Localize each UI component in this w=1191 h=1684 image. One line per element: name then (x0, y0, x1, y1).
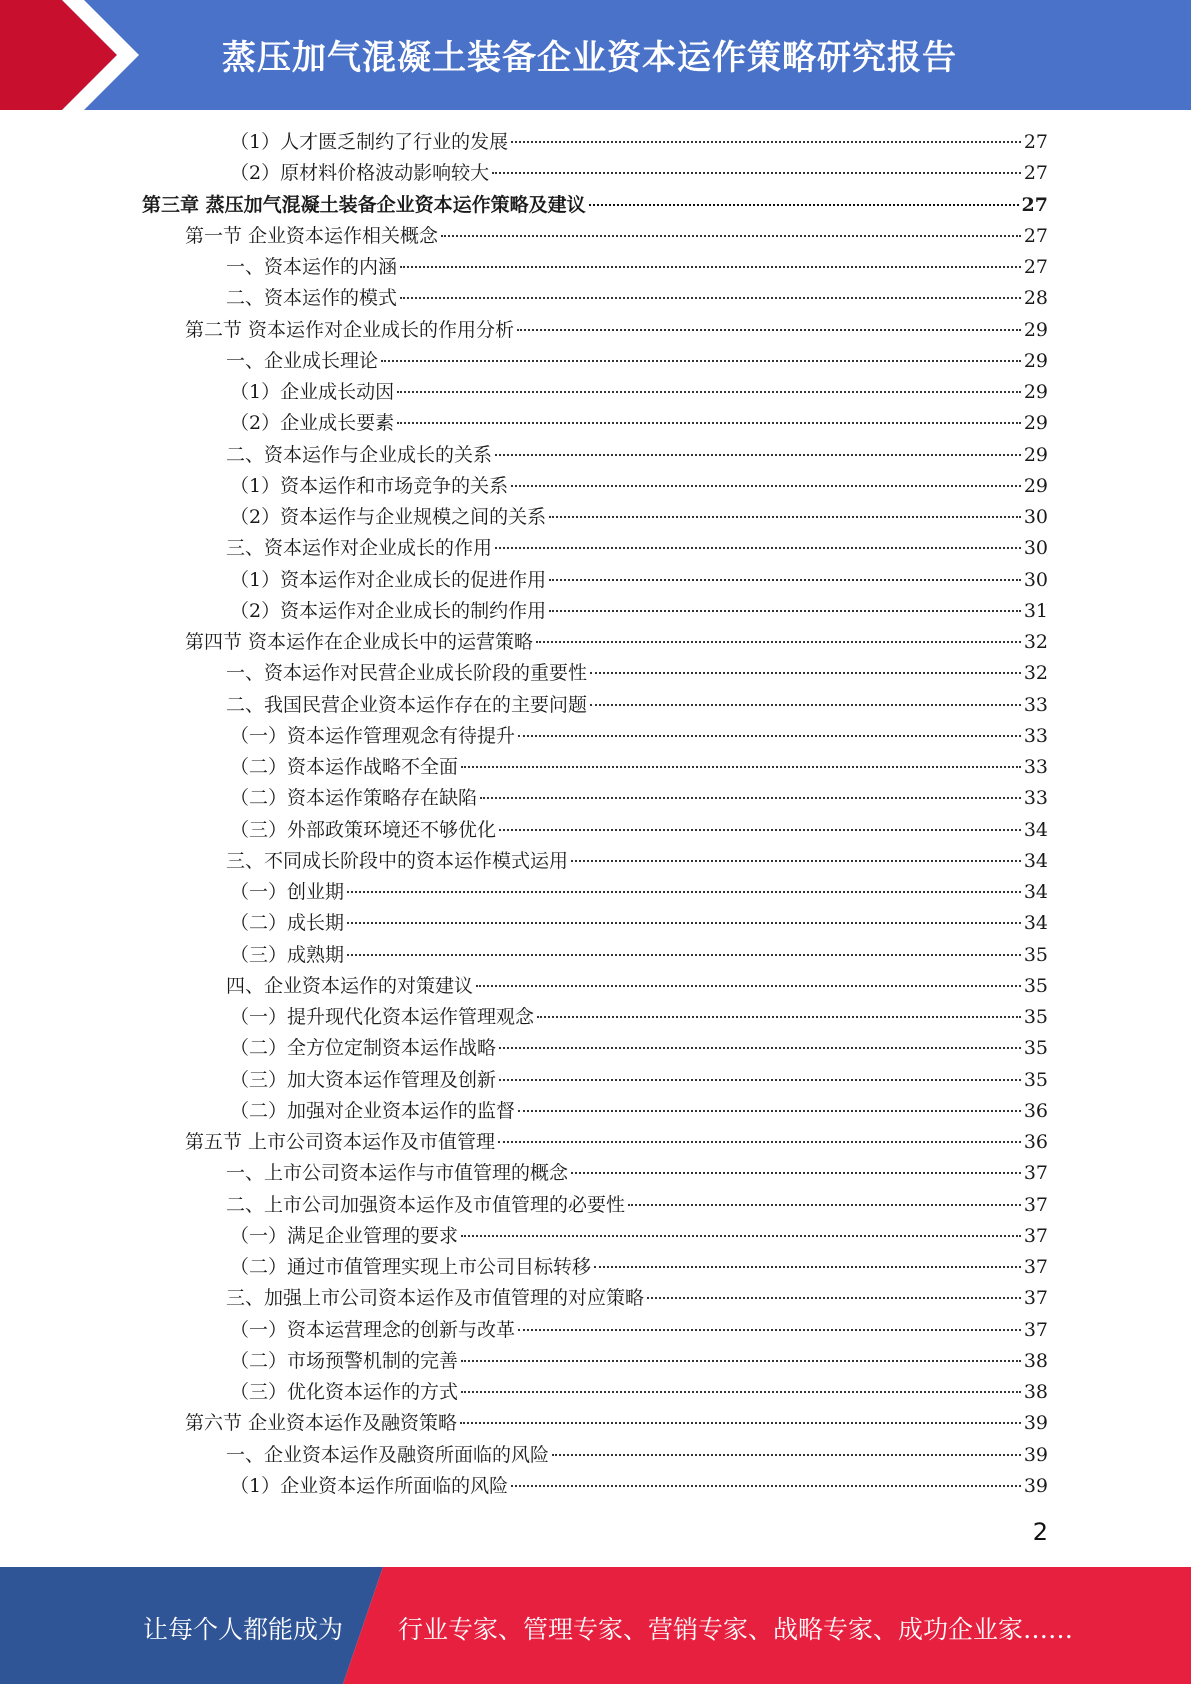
toc-dot-leader (441, 234, 1021, 237)
toc-entry-page: 29 (1023, 474, 1048, 497)
toc-dot-leader (549, 609, 1021, 612)
toc-entry-title: （2）资本运作对企业成长的制约作用 (230, 599, 547, 622)
toc-entry-title: （1）企业资本运作所面临的风险 (230, 1474, 509, 1497)
toc-entry-title: （2）资本运作与企业规模之间的关系 (230, 506, 547, 528)
toc-entry-title: （二）加强对企业资本运作的监督 (230, 1099, 516, 1122)
toc-dot-leader (628, 1203, 1021, 1206)
toc-entry-page: 32 (1023, 662, 1048, 685)
toc-entry[interactable] (230, 1346, 1048, 1377)
toc-entry-page: 28 (1023, 287, 1048, 310)
toc-dot-leader (492, 171, 1021, 174)
toc-entry-title: 第二节 资本运作对企业成长的作用分析 (185, 318, 515, 341)
toc-entry-title: 第六节 企业资本运作及融资策略 (185, 1412, 458, 1435)
toc-entry[interactable] (230, 565, 1048, 596)
toc-entry[interactable] (230, 1065, 1048, 1096)
toc-entry[interactable] (226, 1190, 1048, 1221)
page-number: 2 (1032, 1518, 1048, 1546)
toc-entry-page: 37 (1023, 1287, 1048, 1310)
toc-entry[interactable] (226, 252, 1048, 283)
toc-entry-title: （1）企业成长动因 (230, 381, 395, 403)
toc-entry-page: 29 (1023, 412, 1048, 435)
toc-entry-title: （1）人才匮乏制约了行业的发展 (230, 131, 509, 153)
toc-entry-title: （二）全方位定制资本运作战略 (230, 1037, 497, 1060)
toc-entry-page: 34 (1023, 818, 1048, 841)
toc-entry[interactable] (226, 1283, 1048, 1314)
toc-entry[interactable] (230, 471, 1048, 502)
toc-entry-page: 32 (1023, 631, 1048, 653)
toc-entry-page: 36 (1023, 1099, 1048, 1122)
toc-dot-leader (537, 1015, 1021, 1018)
toc-dot-leader (647, 1296, 1021, 1299)
toc-entry-title: （一）资本运作管理观念有待提升 (230, 724, 516, 747)
toc-entry[interactable] (230, 940, 1048, 971)
toc-entry-page: 37 (1023, 1193, 1048, 1216)
chevron-arrow-icon (0, 0, 150, 110)
toc-dot-leader (517, 328, 1021, 331)
toc-dot-leader (461, 1359, 1021, 1362)
toc-entry-title: （二）通过市值管理实现上市公司目标转移 (230, 1256, 592, 1278)
toc-dot-leader (536, 640, 1021, 643)
toc-entry-page: 27 (1023, 224, 1048, 247)
toc-entry-title: 一、资本运作的内涵 (226, 256, 398, 278)
toc-entry[interactable] (230, 721, 1048, 752)
page-footer (0, 1567, 1191, 1684)
toc-entry-page: 39 (1023, 1412, 1048, 1435)
footer-slogan-left: 让每个人都能成为 (143, 1615, 344, 1644)
toc-entry-page: 34 (1023, 849, 1048, 872)
toc-entry-page: 35 (1023, 974, 1048, 997)
toc-dot-leader (511, 484, 1021, 487)
toc-entry-title: 三、加强上市公司资本运作及市值管理的对应策略 (226, 1287, 645, 1310)
toc-entry[interactable] (185, 221, 1048, 252)
toc-entry-title: 四、企业资本运作的对策建议 (226, 974, 474, 997)
toc-entry[interactable] (226, 658, 1048, 689)
toc-entry[interactable] (230, 783, 1048, 814)
toc-entry-title: 二、资本运作的模式 (226, 287, 398, 310)
toc-entry-page: 36 (1023, 1131, 1048, 1153)
footer-slogan-right: 行业专家、管理专家、营销专家、战略专家、成功企业家…… (398, 1615, 1074, 1644)
toc-dot-leader (461, 1390, 1021, 1393)
toc-entry-page: 33 (1023, 756, 1048, 778)
toc-entry-page: 31 (1023, 599, 1048, 622)
toc-entry[interactable] (230, 1252, 1048, 1283)
toc-entry[interactable] (230, 1033, 1048, 1064)
toc-entry-page: 27 (1023, 162, 1048, 185)
toc-entry[interactable] (226, 533, 1048, 564)
toc-entry-title: 第三章 蒸压加气混凝土装备企业资本运作策略及建议 (142, 193, 586, 216)
toc-entry[interactable] (185, 627, 1048, 658)
toc-entry[interactable] (226, 283, 1048, 314)
report-title: 蒸压加气混凝土装备企业资本运作策略研究报告 (222, 38, 957, 78)
toc-dot-leader (571, 1171, 1021, 1174)
toc-entry-page: 37 (1023, 1224, 1048, 1247)
toc-entry-title: 二、资本运作与企业成长的关系 (226, 443, 493, 466)
toc-entry-title: 一、企业成长理论 (226, 349, 379, 372)
toc-entry-title: （三）加大资本运作管理及创新 (230, 1068, 497, 1091)
toc-dot-leader (499, 1046, 1021, 1049)
toc-entry-title: （三）优化资本运作的方式 (230, 1381, 459, 1403)
toc-entry-title: （一）满足企业管理的要求 (230, 1224, 459, 1247)
toc-entry[interactable] (230, 815, 1048, 846)
toc-entry[interactable] (230, 1471, 1048, 1502)
toc-dot-leader (552, 1453, 1021, 1456)
toc-entry[interactable] (185, 1127, 1048, 1158)
toc-entry-page: 37 (1023, 1162, 1048, 1185)
toc-entry[interactable] (230, 502, 1048, 533)
toc-dot-leader (495, 546, 1021, 549)
toc-chapter-entry[interactable] (142, 190, 1048, 221)
toc-entry-page: 27 (1023, 131, 1048, 153)
toc-dot-leader (347, 890, 1021, 893)
toc-entry-title: （二）资本运作策略存在缺陷 (230, 787, 478, 810)
toc-dot-leader (549, 515, 1021, 518)
toc-entry-title: （二）资本运作战略不全面 (230, 756, 459, 778)
toc-dot-leader (499, 828, 1021, 831)
toc-entry-title: 三、资本运作对企业成长的作用 (226, 537, 493, 560)
toc-dot-leader (400, 265, 1021, 268)
toc-entry[interactable] (230, 1315, 1048, 1346)
toc-entry-page: 37 (1023, 1256, 1048, 1278)
toc-entry-page: 30 (1023, 568, 1048, 591)
toc-entry-page: 35 (1023, 1006, 1048, 1028)
toc-entry-title: 一、企业资本运作及融资所面临的风险 (226, 1443, 550, 1466)
toc-entry-page: 38 (1023, 1349, 1048, 1372)
page-header (0, 0, 1191, 110)
toc-entry[interactable] (230, 908, 1048, 939)
toc-dot-leader (460, 1421, 1021, 1424)
toc-entry-page: 39 (1023, 1443, 1048, 1466)
toc-dot-leader (461, 1234, 1021, 1237)
toc-dot-leader (347, 921, 1021, 924)
toc-entry[interactable] (230, 1002, 1048, 1033)
toc-entry-page: 30 (1023, 506, 1048, 528)
toc-entry-title: （一）提升现代化资本运作管理观念 (230, 1006, 535, 1028)
toc-entry[interactable] (230, 1096, 1048, 1127)
toc-entry-title: 第四节 资本运作在企业成长中的运营策略 (185, 631, 534, 653)
toc-dot-leader (499, 1078, 1021, 1081)
toc-entry-title: 第一节 企业资本运作相关概念 (185, 224, 439, 247)
toc-entry-page: 34 (1023, 881, 1048, 903)
toc-dot-leader (518, 1109, 1021, 1112)
toc-entry-page: 29 (1023, 381, 1048, 403)
toc-dot-leader (498, 1140, 1021, 1143)
toc-entry-page: 34 (1023, 912, 1048, 935)
toc-entry[interactable] (230, 408, 1048, 439)
toc-entry-page: 33 (1023, 724, 1048, 747)
toc-entry-title: （1）资本运作对企业成长的促进作用 (230, 568, 547, 591)
toc-dot-leader (400, 296, 1021, 299)
toc-entry-title: 一、资本运作对民营企业成长阶段的重要性 (226, 662, 588, 685)
toc-entry-page: 33 (1023, 787, 1048, 810)
toc-entry[interactable] (230, 377, 1048, 408)
toc-entry[interactable] (226, 846, 1048, 877)
toc-entry-page: 29 (1023, 443, 1048, 466)
toc-dot-leader (518, 734, 1021, 737)
toc-entry-title: 二、上市公司加强资本运作及市值管理的必要性 (226, 1193, 626, 1216)
toc-entry-page: 39 (1023, 1474, 1048, 1497)
toc-entry-page: 30 (1023, 537, 1048, 560)
toc-dot-leader (511, 1484, 1021, 1487)
toc-entry[interactable] (226, 346, 1048, 377)
toc-entry-title: （2）企业成长要素 (230, 412, 395, 435)
toc-dot-leader (381, 359, 1021, 362)
toc-entry-page: 35 (1023, 1068, 1048, 1091)
toc-entry[interactable] (226, 440, 1048, 471)
toc-dot-leader (589, 203, 1019, 206)
toc-entry[interactable] (185, 315, 1048, 346)
toc-dot-leader (549, 578, 1021, 581)
toc-entry[interactable] (226, 971, 1048, 1002)
toc-entry-title: 第五节 上市公司资本运作及市值管理 (185, 1131, 496, 1153)
toc-entry-title: （三）外部政策环境还不够优化 (230, 818, 497, 841)
toc-entry[interactable] (226, 1440, 1048, 1471)
toc-entry-page: 29 (1023, 318, 1048, 341)
toc-entry-page: 37 (1023, 1318, 1048, 1341)
toc-entry-page: 27 (1023, 256, 1048, 278)
toc-entry-title: （1）资本运作和市场竞争的关系 (230, 474, 509, 497)
toc-entry[interactable] (226, 690, 1048, 721)
toc-dot-leader (495, 453, 1021, 456)
toc-entry[interactable] (230, 752, 1048, 783)
toc-entry-title: （一）资本运营理念的创新与改革 (230, 1318, 516, 1341)
toc-dot-leader (590, 671, 1021, 674)
toc-entry-page: 38 (1023, 1381, 1048, 1403)
toc-entry[interactable] (230, 127, 1048, 158)
toc-dot-leader (518, 1328, 1021, 1331)
toc-entry[interactable] (230, 1221, 1048, 1252)
toc-entry-page: 35 (1023, 943, 1048, 966)
toc-entry[interactable] (226, 1158, 1048, 1189)
toc-entry-title: （2）原材料价格波动影响较大 (230, 162, 490, 185)
toc-entry[interactable] (230, 877, 1048, 908)
toc-entry-page: 27 (1021, 193, 1048, 216)
toc-entry-title: 三、不同成长阶段中的资本运作模式运用 (226, 849, 569, 872)
toc-dot-leader (347, 953, 1021, 956)
toc-entry-page: 35 (1023, 1037, 1048, 1060)
toc-entry-page: 29 (1023, 349, 1048, 372)
toc-entry[interactable] (185, 1408, 1048, 1439)
toc-dot-leader (397, 390, 1021, 393)
toc-entry[interactable] (230, 596, 1048, 627)
toc-dot-leader (461, 765, 1021, 768)
toc-dot-leader (480, 796, 1021, 799)
toc-entry[interactable] (230, 1377, 1048, 1408)
toc-entry-title: （三）成熟期 (230, 943, 345, 966)
toc-entry[interactable] (230, 158, 1048, 189)
toc-entry-title: （二）成长期 (230, 912, 345, 935)
toc-entry-page: 33 (1023, 693, 1048, 716)
toc-dot-leader (511, 140, 1021, 143)
toc-dot-leader (476, 984, 1021, 987)
toc-dot-leader (590, 703, 1021, 706)
toc-entry-title: （一）创业期 (230, 881, 345, 903)
toc-entry-title: 二、我国民营企业资本运作存在的主要问题 (226, 693, 588, 716)
toc-entry-title: 一、上市公司资本运作与市值管理的概念 (226, 1162, 569, 1185)
toc-dot-leader (594, 1265, 1021, 1268)
toc-entry-title: （二）市场预警机制的完善 (230, 1349, 459, 1372)
toc-dot-leader (397, 421, 1021, 424)
toc-dot-leader (571, 859, 1021, 862)
